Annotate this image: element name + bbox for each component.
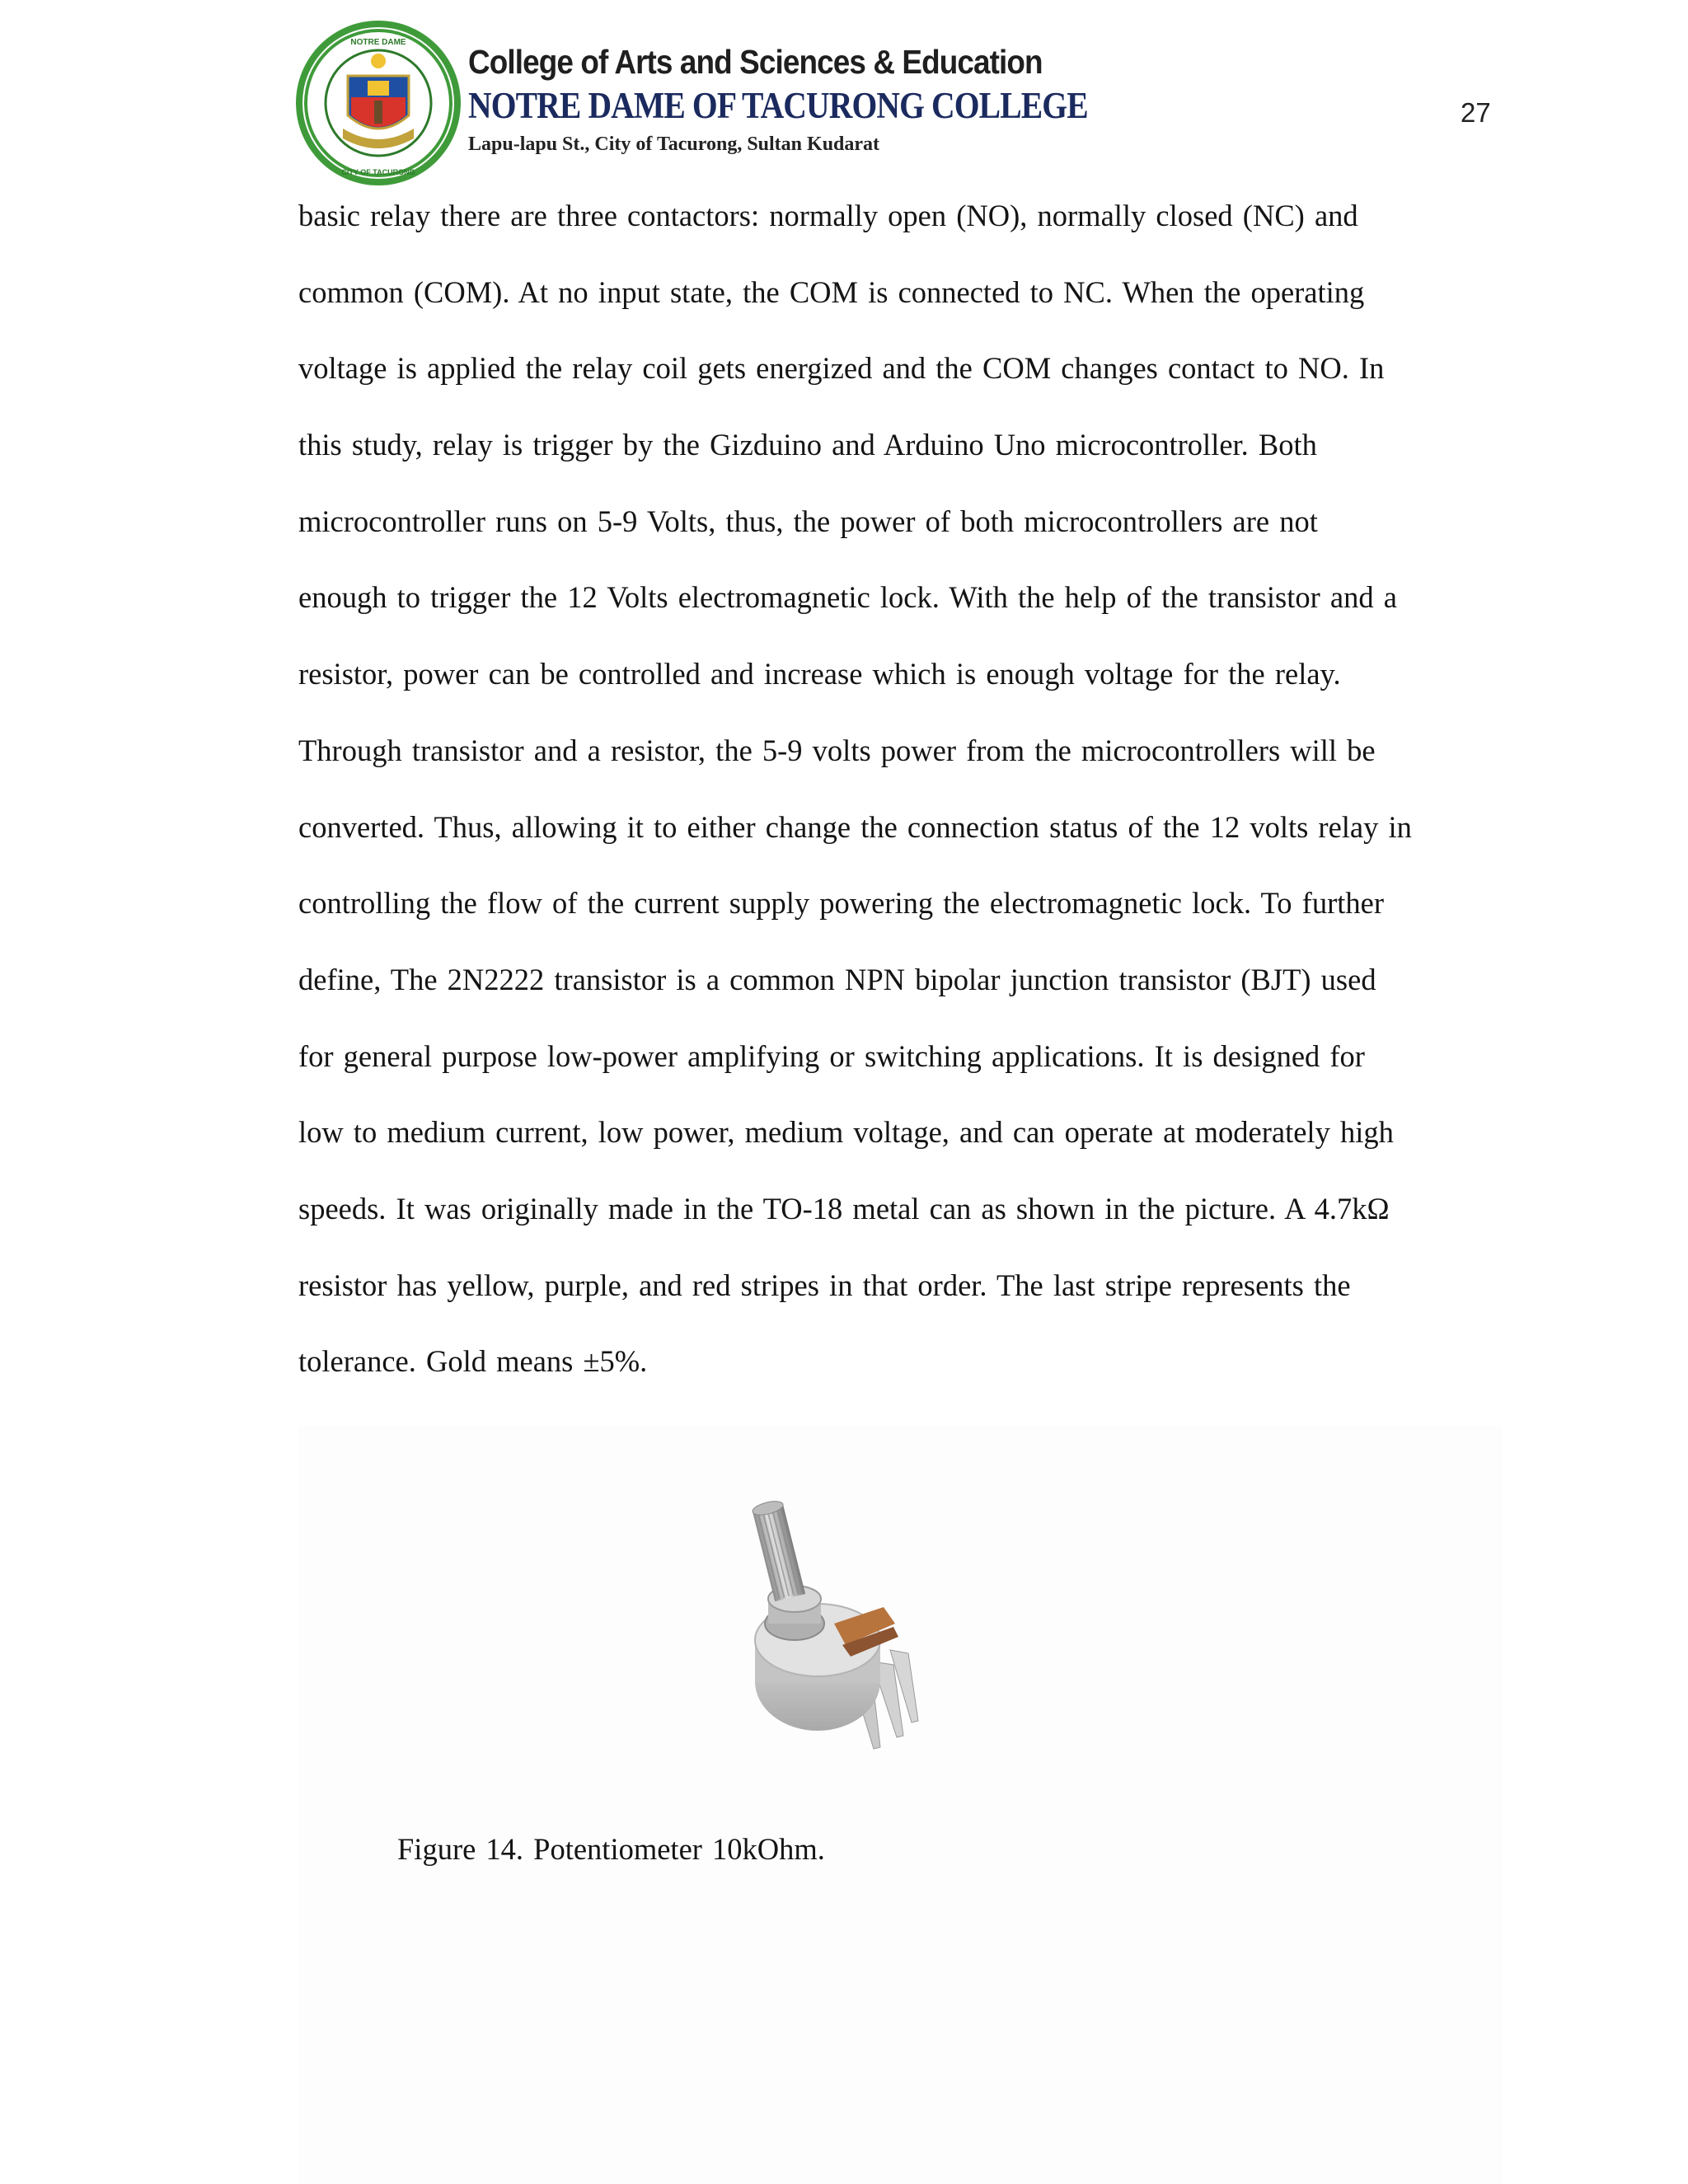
body-line: converted. Thus, allowing it to either change the connection status of the 12 volts relay in <box>298 809 1412 844</box>
body-line: enough to trigger the 12 Volts electromagnetic lock. With the help of the transistor and a <box>298 580 1397 615</box>
body-line: define, The 2N2222 transistor is a common NPN bipolar junction transistor (BJT) used <box>298 962 1376 996</box>
figure-caption: Figure 14. Potentiometer 10kOhm. <box>397 1832 825 1866</box>
svg-text:NOTRE DAME: NOTRE DAME <box>350 38 406 47</box>
body-line: common (COM). At no input state, the COM is connected to NC. When the operating <box>298 274 1365 309</box>
body-line: controlling the flow of the current supply powering the electromagnetic lock. To further <box>298 886 1384 921</box>
body-line: this study, relay is trigger by the Gizduino and Arduino Uno microcontroller. Both <box>298 428 1317 462</box>
school-name: NOTRE DAME OF TACURONG COLLEGE <box>468 85 1088 126</box>
page-number: 27 <box>1461 97 1491 128</box>
school-address: Lapu-lapu St., City of Tacurong, Sultan Kudarat <box>468 134 880 155</box>
body-paragraph <box>298 194 1502 1417</box>
letterhead <box>468 41 1088 157</box>
body-line: for general purpose low-power amplifying or switching applications. It is designed for <box>298 1038 1365 1073</box>
body-line: basic relay there are three contactors: normally open (NO), normally closed (NC) and <box>298 199 1358 232</box>
body-line: Through transistor and a resistor, the 5-9 volts power from the microcontrollers will be <box>298 733 1376 767</box>
body-line: resistor has yellow, purple, and red stripes in that order. The last stripe represents the <box>298 1268 1351 1302</box>
body-line: speeds. It was originally made in the TO-18 metal can as shown in the picture. A 4.7kΩ <box>298 1191 1390 1226</box>
body-line: microcontroller runs on 5-9 Volts, thus, the power of both microcontrollers are not <box>298 504 1318 538</box>
svg-text:CITY OF TACURONG: CITY OF TACURONG <box>341 168 415 176</box>
college-seal-logo <box>293 18 463 188</box>
figure-region <box>298 1426 1502 2184</box>
potentiometer-image <box>710 1500 941 1780</box>
body-line: voltage is applied the relay coil gets energized and the COM changes contact to NO. In <box>298 351 1385 386</box>
body-line: low to medium current, low power, medium voltage, and can operate at moderately high <box>298 1115 1394 1150</box>
college-name: College of Arts and Sciences & Education <box>468 43 1043 81</box>
body-line: tolerance. Gold means ±5%. <box>298 1344 648 1379</box>
body-line: resistor, power can be controlled and increase which is enough voltage for the relay. <box>298 657 1341 691</box>
